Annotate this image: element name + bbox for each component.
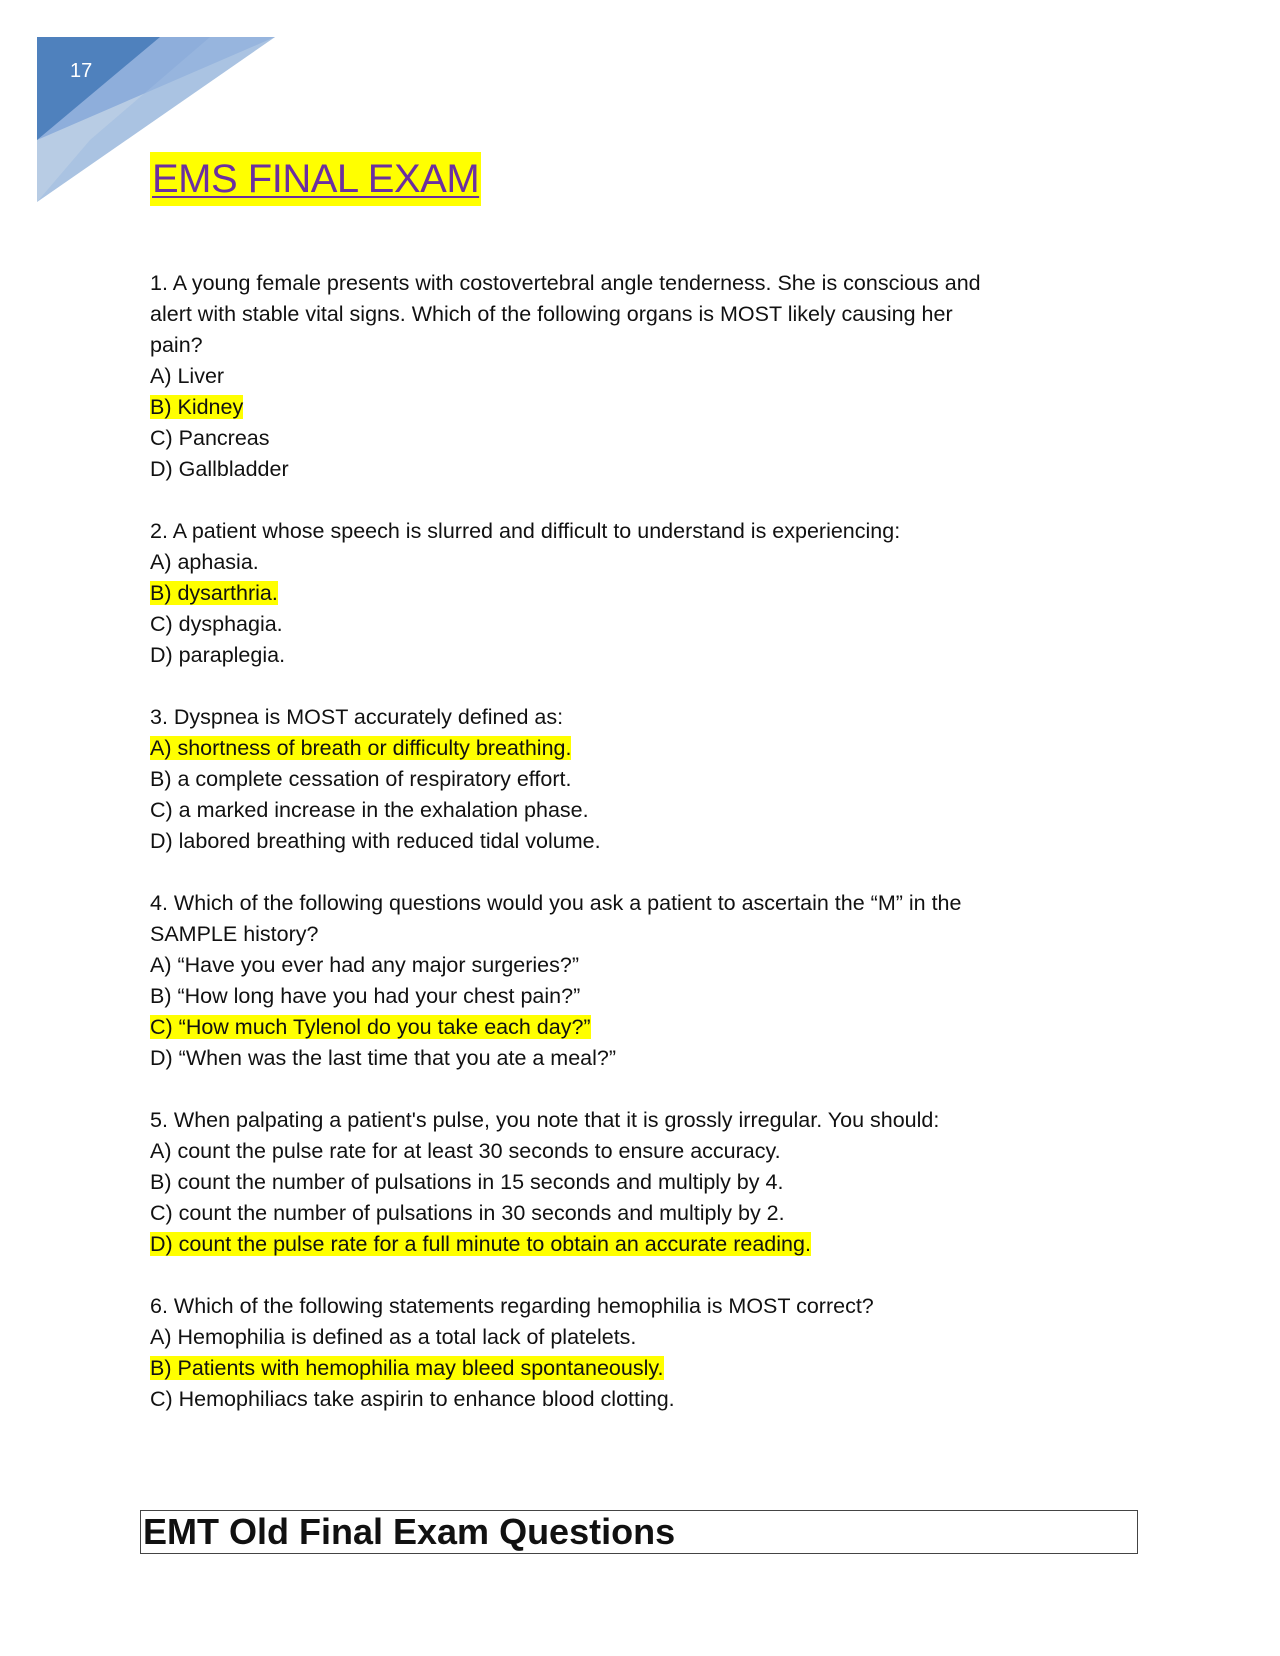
answer-option-text: D) paraplegia. bbox=[150, 643, 286, 667]
answer-option-text: C) “How much Tylenol do you take each day?” bbox=[150, 1015, 591, 1039]
answer-option bbox=[150, 826, 1050, 857]
answer-option bbox=[150, 1322, 1050, 1353]
answer-option bbox=[150, 981, 1050, 1012]
answer-option-text: D) labored breathing with reduced tidal volume. bbox=[150, 829, 601, 853]
answer-option bbox=[150, 950, 1050, 981]
answer-option-correct bbox=[150, 1353, 1050, 1384]
answer-option-text: D) count the pulse rate for a full minute to obtain an accurate reading. bbox=[150, 1232, 811, 1256]
question-stem-line: SAMPLE history? bbox=[150, 922, 319, 946]
question-2 bbox=[150, 516, 1050, 671]
answer-option-text: B) Kidney bbox=[150, 395, 244, 419]
question-3 bbox=[150, 702, 1050, 857]
question-stem-line: alert with stable vital signs. Which of the following organs is MOST likely causing her bbox=[150, 302, 953, 326]
answer-option-text: C) Pancreas bbox=[150, 426, 270, 450]
answer-option-text: A) “Have you ever had any major surgeries?” bbox=[150, 953, 579, 977]
answer-option-text: D) Gallbladder bbox=[150, 457, 289, 481]
question-stem-line: 2. A patient whose speech is slurred and difficult to understand is experiencing: bbox=[150, 519, 901, 543]
footer-box bbox=[140, 1510, 1138, 1554]
answer-option-text: B) “How long have you had your chest pain?” bbox=[150, 984, 581, 1008]
question-stem-line: 5. When palpating a patient's pulse, you note that it is grossly irregular. You should: bbox=[150, 1108, 940, 1132]
answer-option bbox=[150, 361, 1050, 392]
answer-option-text: C) Hemophiliacs take aspirin to enhance blood clotting. bbox=[150, 1387, 675, 1411]
answer-option bbox=[150, 609, 1050, 640]
answer-option bbox=[150, 1167, 1050, 1198]
answer-option-text: C) dysphagia. bbox=[150, 612, 283, 636]
answer-option bbox=[150, 454, 1050, 485]
answer-option-text: C) a marked increase in the exhalation phase. bbox=[150, 798, 589, 822]
answer-option-text: A) aphasia. bbox=[150, 550, 259, 574]
answer-option bbox=[150, 1136, 1050, 1167]
answer-option bbox=[150, 795, 1050, 826]
answer-option-correct bbox=[150, 578, 1050, 609]
page-number: 17 bbox=[70, 60, 93, 82]
answer-option-correct bbox=[150, 392, 1050, 423]
answer-option-text: B) Patients with hemophilia may bleed spontaneously. bbox=[150, 1356, 664, 1380]
answer-option-correct bbox=[150, 733, 1050, 764]
question-stem-line: 3. Dyspnea is MOST accurately defined as: bbox=[150, 705, 564, 729]
answer-option-text: B) dysarthria. bbox=[150, 581, 278, 605]
answer-option-correct bbox=[150, 1012, 1050, 1043]
question-1 bbox=[150, 268, 1050, 485]
page-title: EMS FINAL EXAM bbox=[150, 152, 481, 206]
question-stem-line: 6. Which of the following statements regarding hemophilia is MOST correct? bbox=[150, 1294, 874, 1318]
question-6 bbox=[150, 1291, 1050, 1415]
answer-option bbox=[150, 1043, 1050, 1074]
question-4 bbox=[150, 888, 1050, 1074]
question-5 bbox=[150, 1105, 1050, 1260]
answer-option bbox=[150, 1384, 1050, 1415]
answer-option-text: A) shortness of breath or difficulty breathing. bbox=[150, 736, 572, 760]
answer-option-text: A) count the pulse rate for at least 30 seconds to ensure accuracy. bbox=[150, 1139, 781, 1163]
question-stem-line: pain? bbox=[150, 333, 203, 357]
answer-option-text: B) count the number of pulsations in 15 seconds and multiply by 4. bbox=[150, 1170, 784, 1194]
answer-option bbox=[150, 1198, 1050, 1229]
answer-option bbox=[150, 547, 1050, 578]
answer-option bbox=[150, 640, 1050, 671]
answer-option-text: A) Liver bbox=[150, 364, 225, 388]
answer-option-correct bbox=[150, 1229, 1050, 1260]
question-stem-line: 1. A young female presents with costovertebral angle tenderness. She is conscious and bbox=[150, 271, 981, 295]
answer-option-text: D) “When was the last time that you ate a meal?” bbox=[150, 1046, 617, 1070]
answer-option-text: A) Hemophilia is defined as a total lack of platelets. bbox=[150, 1325, 637, 1349]
question-stem-line: 4. Which of the following questions would you ask a patient to ascertain the “M” in the bbox=[150, 891, 962, 915]
footer-title: EMT Old Final Exam Questions bbox=[143, 1511, 676, 1552]
answer-option bbox=[150, 764, 1050, 795]
answer-option-text: C) count the number of pulsations in 30 seconds and multiply by 2. bbox=[150, 1201, 785, 1225]
answer-option bbox=[150, 423, 1050, 454]
question-list bbox=[150, 268, 1050, 1446]
answer-option-text: B) a complete cessation of respiratory effort. bbox=[150, 767, 572, 791]
